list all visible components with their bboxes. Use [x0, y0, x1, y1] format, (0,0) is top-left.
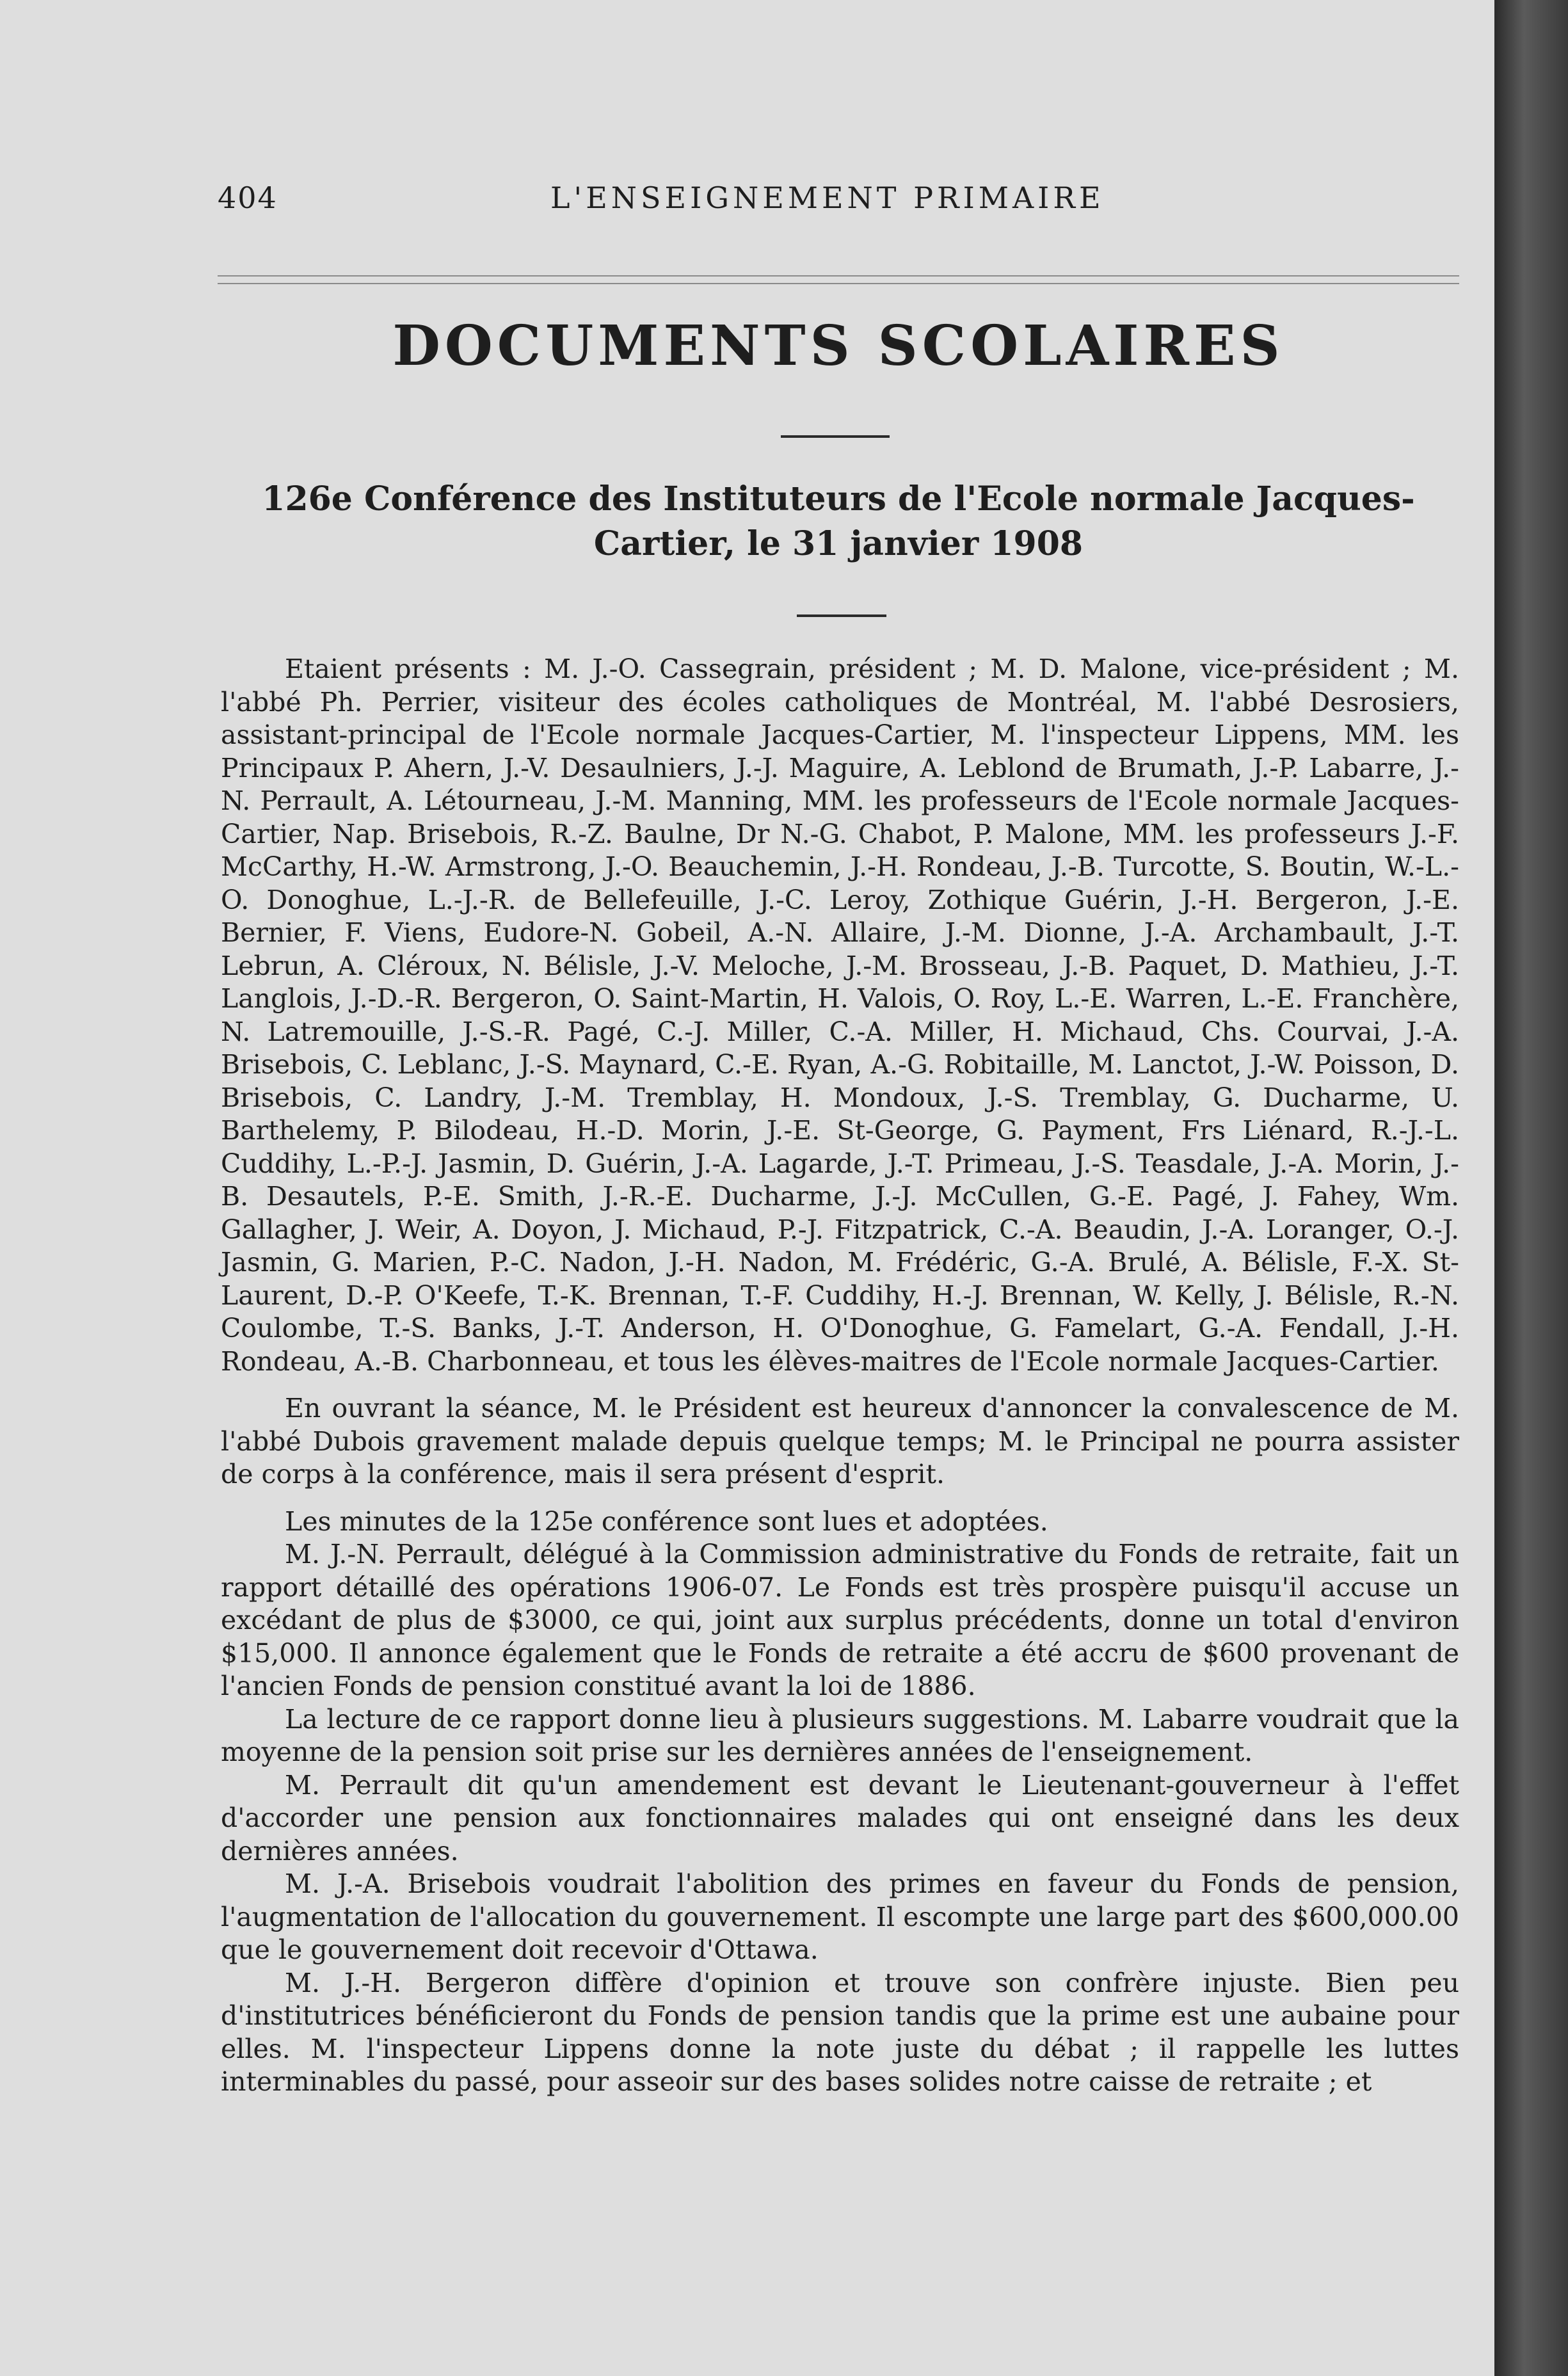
paragraph: M. J.-A. Brisebois voudrait l'abolition des primes en faveur du Fonds de pension, l'augmentation de l'allocation du gouvernement. Il escompte une large part des $600,000.00 que le gouvernement doit recevoir d'Ottawa. — [221, 1868, 1459, 1965]
header-divider — [218, 275, 1459, 284]
subtitle-line-2: Cartier, le 31 janvier 1908 — [593, 524, 1084, 563]
paragraph: En ouvrant la séance, M. le Président est heureux d'annoncer la convalescence de M. l'abbé Dubois gravement malade depuis quelque temps; M. le Principal ne pourra assister de corps à la conférence, mais il sera présent d'esprit. — [221, 1393, 1459, 1489]
article-subtitle — [218, 477, 1459, 566]
page-edge-shadow — [1494, 0, 1568, 2376]
article-body — [221, 653, 1459, 2099]
paragraph: M. Perrault dit qu'un amendement est devant le Lieutenant-gouverneur à l'effet d'accorder une pension aux fonctionnaires malades qui ont enseigné dans les deux dernières années. — [221, 1769, 1459, 1866]
paragraph: La lecture de ce rapport donne lieu à plusieurs suggestions. M. Labarre voudrait que la moyenne de la pension soit prise sur les dernières années de l'enseignement. — [221, 1703, 1459, 1767]
paragraph-attendees: Etaient présents : M. J.-O. Cassegrain, président ; M. D. Malone, vice-président ; M. l'abbé Ph. Perrier, visiteur des écoles catholiques de Montréal, M. l'abbé Desrosiers, assistant-principal de l'Ecole normale Jacques-Cartier, M. l'inspecteur Lippens, MM. les Principaux P. Ahern, J.-V. Desaulniers, J.-J. Maguire, A. Leblond de Brumath, J.-P. Labarre, J.-N. Perrault, A. Létourneau, J.-M. Manning, MM. les professeurs de l'Ecole normale Jacques-Cartier, Nap. Brisebois, R.-Z. Baulne, Dr N.-G. Chabot, P. Malone, MM. les professeurs J.-F. McCarthy, H.-W. Armstrong, J.-O. Beauchemin, J.-H. Rondeau, J.-B. Turcotte, S. Boutin, W.-L.-O. Donoghue, L.-J.-R. de Bellefeuille, J.-C. Leroy, Zothique Guérin, J.-H. Bergeron, J.-E. Bernier, F. Viens, Eudore-N. Gobeil, A.-N. Allaire, J.-M. Dionne, J.-A. Archambault, J.-T. Lebrun, A. Cléroux, N. Bélisle, J.-V. Meloche, J.-M. Brosseau, J.-B. Paquet, D. Mathieu, J.-T. Langlois, J.-D.-R. Bergeron, O. Saint-Martin, H. Valois, O. Roy, L.-E. Warren, L.-E. Franchère, N. Latremouille, J.-S.-R. Pagé, C.-J. Miller, C.-A. Miller, H. Michaud, Chs. Courvai, J.-A. Brisebois, C. Leblanc, J.-S. Maynard, C.-E. Ryan, A.-G. Robitaille, M. Lanctot, J.-W. Poisson, D. Brisebois, C. Landry, J.-M. Tremblay, H. Mondoux, J.-S. Tremblay, G. Ducharme, U. Barthelemy, P. Bilodeau, H.-D. Morin, J.-E. St-George, G. Payment, Frs Liénard, R.-J.-L. Cuddihy, L.-P.-J. Jasmin, D. Guérin, J.-A. Lagarde, J.-T. Primeau, J.-S. Teasdale, J.-A. Morin, J.-B. Desautels, P.-E. Smith, J.-R.-E. Ducharme, J.-J. McCullen, G.-E. Pagé, J. Fahey, Wm. Gallagher, J. Weir, A. Doyon, J. Michaud, P.-J. Fitzpatrick, C.-A. Beaudin, J.-A. Loranger, O.-J. Jasmin, G. Marien, P.-C. Nadon, J.-H. Nadon, M. Frédéric, G.-A. Brulé, A. Bélisle, F.-X. St-Laurent, D.-P. O'Keefe, T.-K. Brennan, T.-F. Cuddihy, H.-J. Brennan, W. Kelly, J. Bélisle, R.-N. Coulombe, T.-S. Banks, J.-T. Anderson, H. O'Donoghue, G. Famelart, G.-A. Fendall, J.-H. Rondeau, A.-B. Charbonneau, et tous les élèves-maitres de l'Ecole normale Jacques-Cartier. — [221, 654, 1459, 1377]
page-number: 404 — [218, 181, 278, 215]
title-divider — [781, 435, 890, 438]
paragraph: M. J.-N. Perrault, délégué à la Commission administrative du Fonds de retraite, fait un rapport détaillé des opérations 1906-07. Le Fonds est très prospère puisqu'il accuse un excédant de plus de $3000, ce qui, joint aux surplus précédents, donne un total d'environ $15,000. Il annonce également que le Fonds de retraite a été accru de $600 provenant de l'ancien Fonds de pension constitué avant la loi de 1886. — [221, 1539, 1459, 1701]
journal-title: L'ENSEIGNEMENT PRIMAIRE — [550, 181, 1105, 215]
subtitle-divider — [797, 614, 886, 617]
subtitle-line-1: 126e Conférence des Instituteurs de l'Ecole normale Jacques- — [262, 479, 1415, 518]
paragraph: Les minutes de la 125e conférence sont lues et adoptées. — [285, 1505, 1048, 1537]
running-head — [218, 181, 1459, 219]
paragraph: M. J.-H. Bergeron diffère d'opinion et trouve son confrère injuste. Bien peu d'institutrices bénéficieront du Fonds de pension tandis que la prime est une aubaine pour elles. M. l'inspecteur Lippens donne la note juste du débat ; il rappelle les luttes interminables du passé, pour asseoir sur des bases solides notre caisse de retraite ; et — [221, 1967, 1459, 2097]
section-title: DOCUMENTS SCOLAIRES — [392, 314, 1284, 378]
